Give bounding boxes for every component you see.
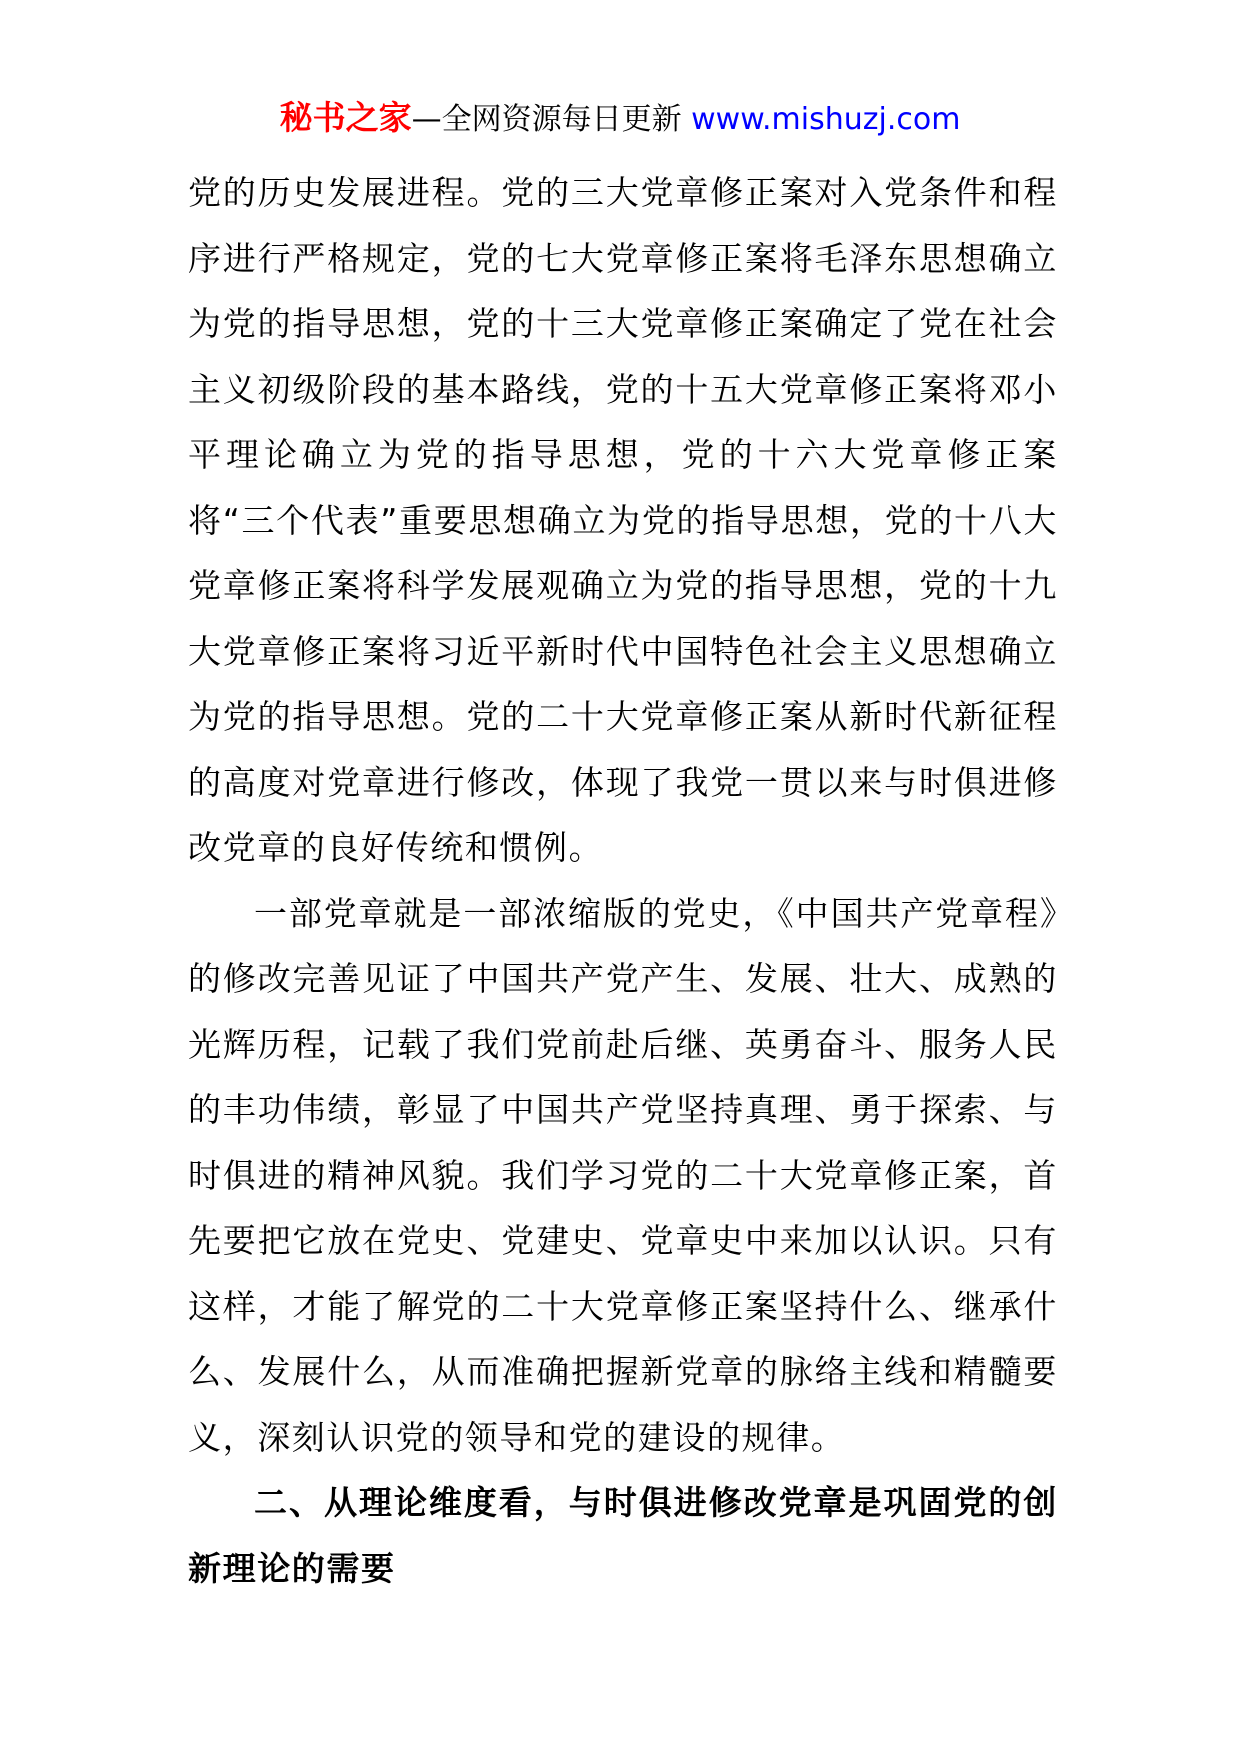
website-link[interactable]: www.mishuzj.com	[691, 102, 961, 137]
header-slogan: —全网资源每日更新	[411, 102, 682, 137]
paragraph-continuation: 党的历史发展进程。党的三大党章修正案对入党条件和程序进行严格规定，党的七大党章修正案将毛泽东思想确立为党的指导思想，党的十三大党章修正案确定了党在社会主义初级阶段的基本路线，党的十五大党章修正案将邓小平理论确立为党的指导思想，党的十六大党章修正案将“三个代表”重要思想确立为党的指导思想，党的十八大党章修正案将科学发展观确立为党的指导思想，党的十九大党章修正案将习近平新时代中国特色社会主义思想确立为党的指导思想。党的二十大党章修正案从新时代新征程的高度对党章进行修改，体现了我党一贯以来与时俱进修改党章的良好传统和惯例。	[188, 173, 1058, 867]
section-heading-theory: 二、从理论维度看，与时俱进修改党章是巩固党的创新理论的需要	[188, 1483, 1058, 1588]
paragraph-party-constitution-history: 一部党章就是一部浓缩版的党史，《中国共产党章程》的修改完善见证了中国共产党产生、发展、壮大、成熟的光辉历程，记载了我们党前赴后继、英勇奋斗、服务人民的丰功伟绩，彰显了中国共产党坚持真理、勇于探索、与时俱进的精神风貌。我们学习党的二十大党章修正案，首先要把它放在党史、党建史、党章史中来加以认识。只有这样，才能了解党的二十大党章修正案坚持什么、继承什么、发展什么，从而准确把握新党章的脉络主线和精髓要义，深刻认识党的领导和党的建设的规律。	[188, 893, 1058, 1457]
brand-name: 秘书之家	[279, 98, 412, 137]
document-body	[188, 160, 1058, 1601]
page-header	[0, 98, 1240, 140]
